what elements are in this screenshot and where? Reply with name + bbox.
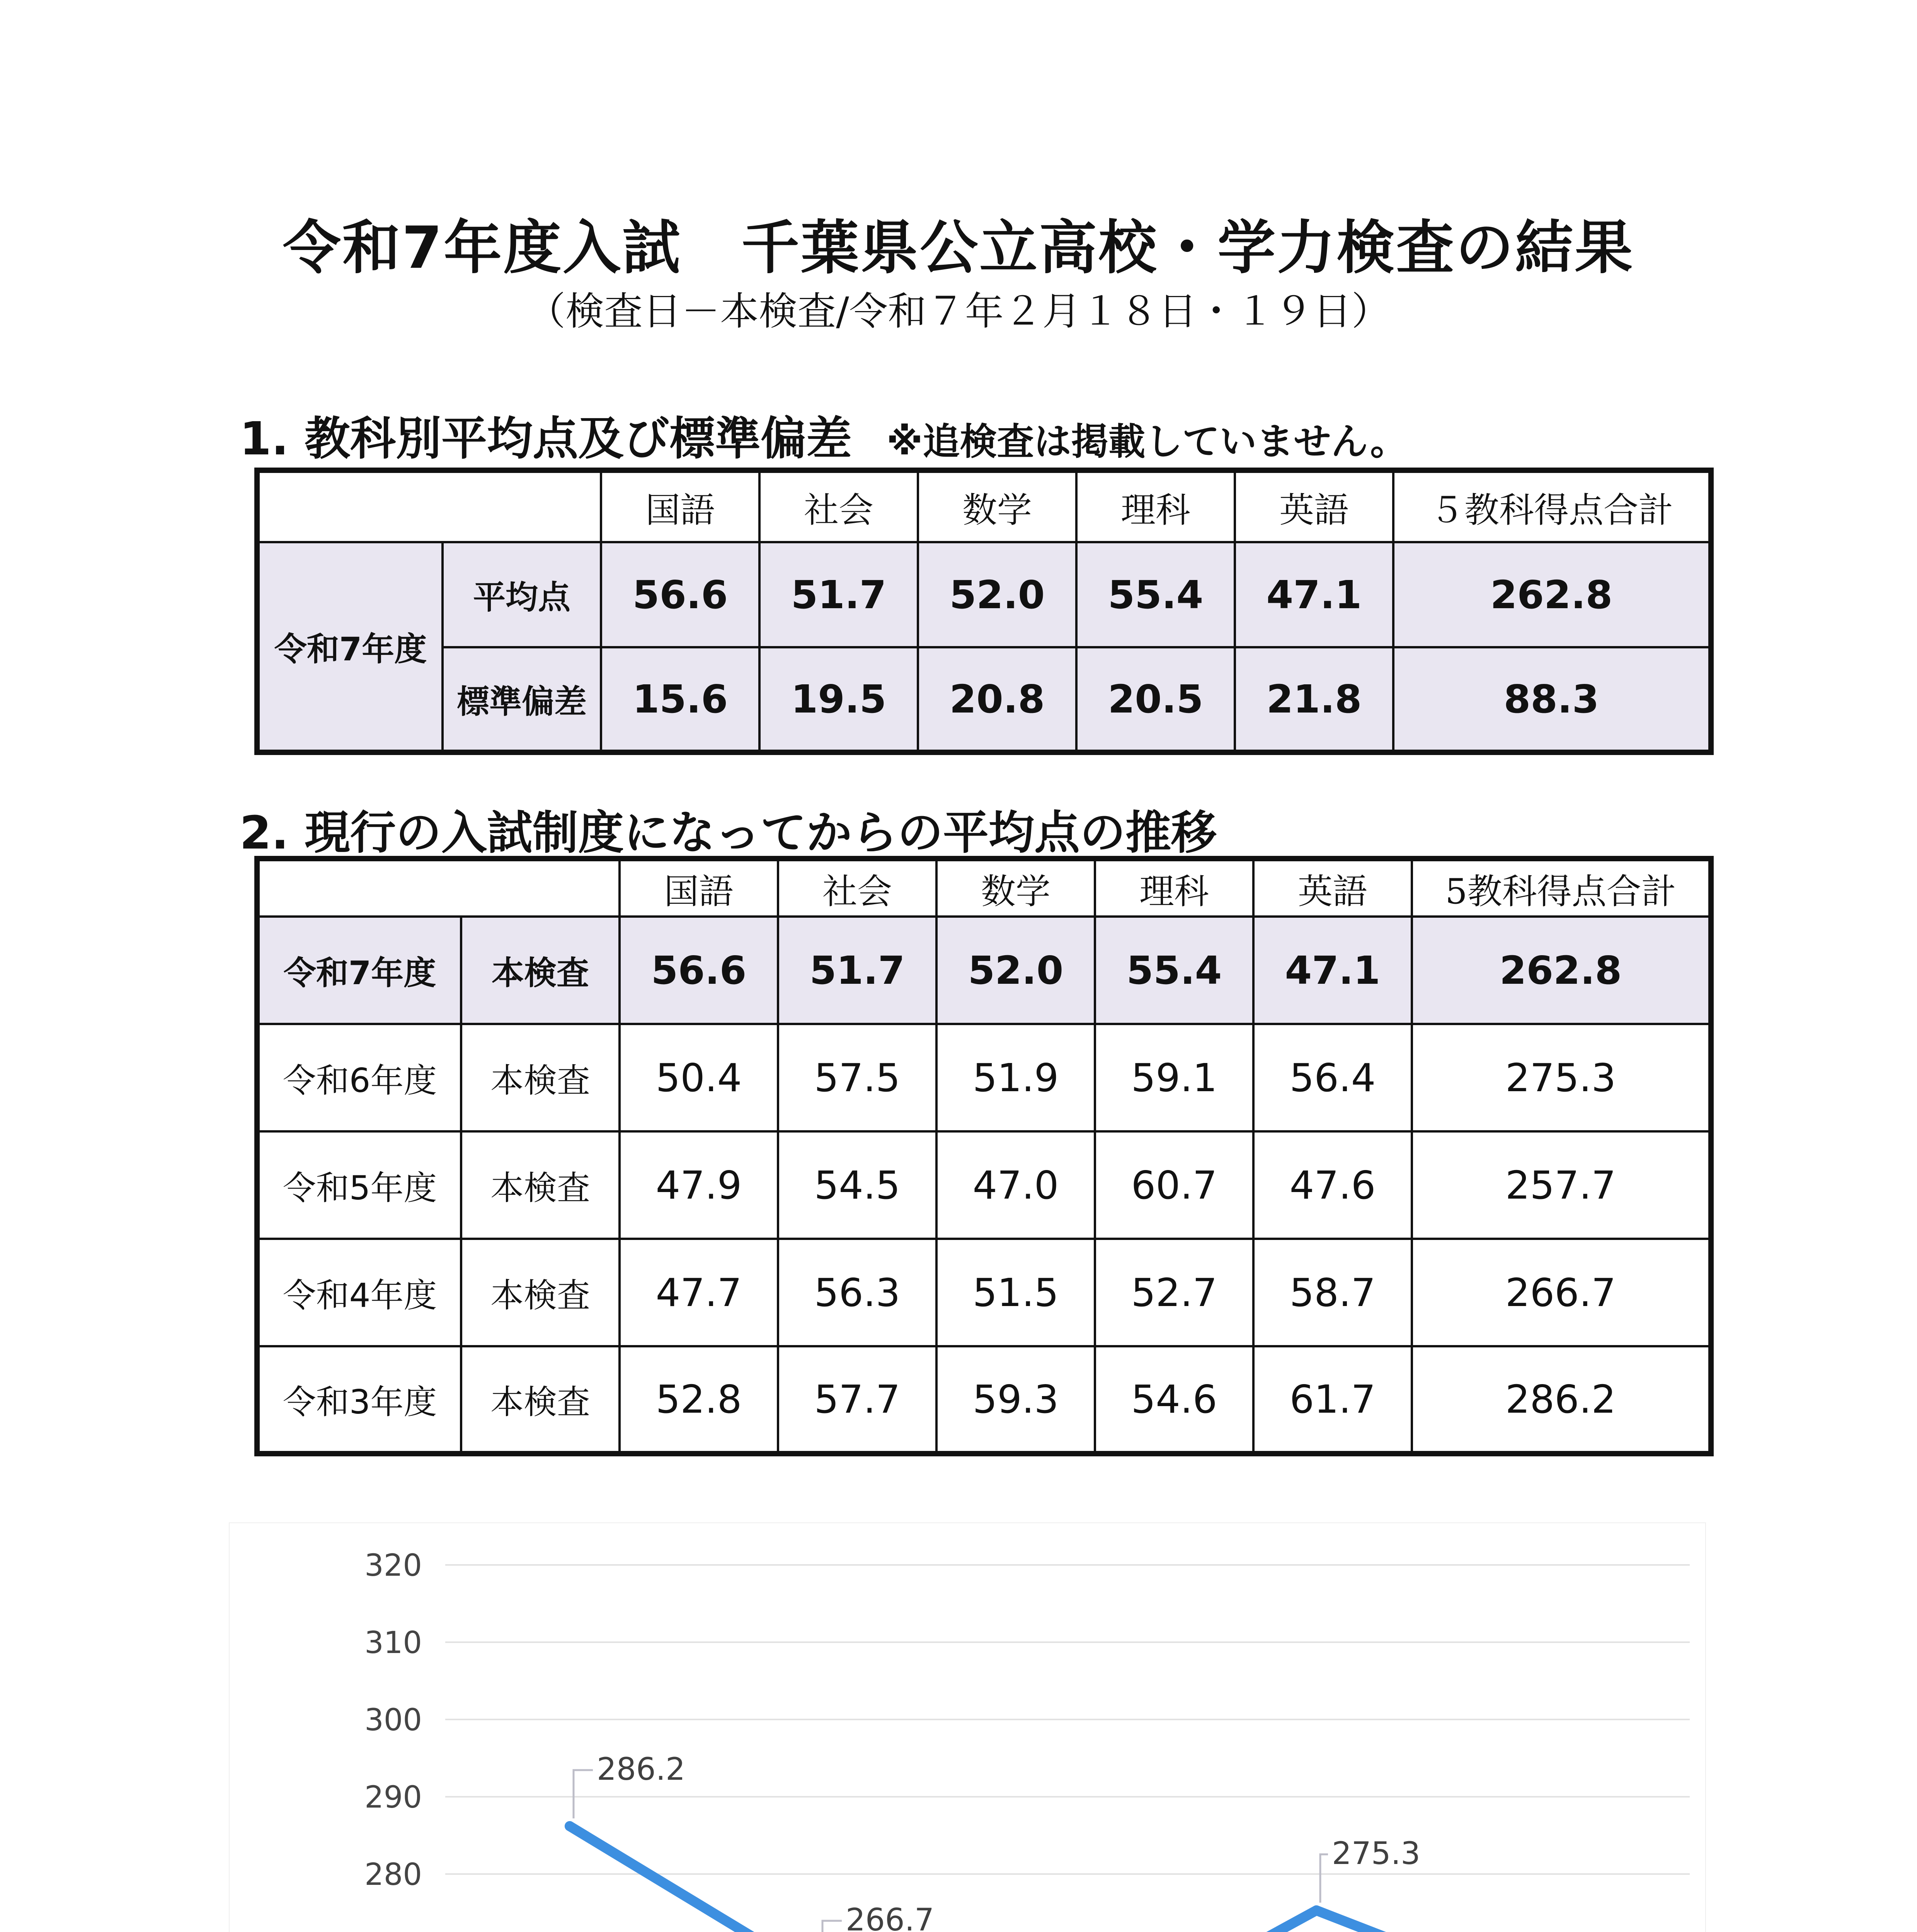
type-cell: 本検査 bbox=[461, 1131, 620, 1239]
value-cell: 47.0 bbox=[936, 1131, 1095, 1239]
data-label: 275.3 bbox=[1332, 1835, 1421, 1871]
average-stddev-table bbox=[254, 468, 1714, 755]
value-cell: 51.7 bbox=[778, 917, 936, 1024]
section1-title: 1. 教科別平均点及び標準偏差 bbox=[240, 412, 852, 465]
header-social: 社会 bbox=[778, 859, 936, 917]
header-english: 英語 bbox=[1253, 859, 1412, 917]
value-cell: 52.8 bbox=[620, 1346, 778, 1454]
total-cell: 262.8 bbox=[1412, 917, 1711, 1024]
type-cell: 本検査 bbox=[461, 1239, 620, 1346]
y-tick-label: 310 bbox=[364, 1626, 422, 1660]
value-cell: 56.6 bbox=[620, 917, 778, 1024]
y-tick-label: 280 bbox=[364, 1857, 422, 1892]
value-cell: 51.7 bbox=[759, 542, 918, 647]
page-title: 令和7年度入試 千葉県公立高校・学力検査の結果 bbox=[283, 214, 1634, 282]
header-math: 数学 bbox=[918, 470, 1076, 542]
value-cell: 54.6 bbox=[1095, 1346, 1253, 1454]
data-label: 266.7 bbox=[846, 1902, 935, 1932]
table-row bbox=[257, 647, 1711, 752]
value-cell: 47.1 bbox=[1253, 917, 1412, 1024]
value-cell: 56.4 bbox=[1253, 1024, 1412, 1131]
y-tick-label: 300 bbox=[364, 1703, 422, 1738]
value-cell: 59.3 bbox=[936, 1346, 1095, 1454]
year-cell: 令和5年度 bbox=[257, 1131, 461, 1239]
y-tick-label: 290 bbox=[364, 1780, 422, 1815]
table-header-row bbox=[257, 470, 1711, 542]
header-corner bbox=[257, 470, 601, 542]
table-header-row bbox=[257, 859, 1711, 917]
year-cell: 令和6年度 bbox=[257, 1024, 461, 1131]
row-label-average: 平均点 bbox=[443, 542, 601, 647]
value-cell: 56.6 bbox=[601, 542, 759, 647]
value-cell: 52.0 bbox=[918, 542, 1076, 647]
year-cell: 令和7年度 bbox=[257, 917, 461, 1024]
value-cell: 59.1 bbox=[1095, 1024, 1253, 1131]
page-subtitle: （検査日－本検査/令和７年２月１８日・１９日） bbox=[527, 289, 1390, 334]
table-row bbox=[257, 542, 1711, 647]
type-cell: 本検査 bbox=[461, 917, 620, 1024]
year-cell: 令和4年度 bbox=[257, 1239, 461, 1346]
value-cell: 47.7 bbox=[620, 1239, 778, 1346]
table-row bbox=[257, 1024, 1711, 1131]
table-row bbox=[257, 917, 1711, 1024]
value-cell: 51.9 bbox=[936, 1024, 1095, 1131]
value-cell: 51.5 bbox=[936, 1239, 1095, 1346]
header-japanese: 国語 bbox=[620, 859, 778, 917]
data-point bbox=[565, 1821, 575, 1831]
section1-note: ※追検査は掲載していません。 bbox=[887, 420, 1408, 463]
value-cell: 56.3 bbox=[778, 1239, 936, 1346]
row-label-stddev: 標準偏差 bbox=[443, 647, 601, 752]
value-cell: 47.6 bbox=[1253, 1131, 1412, 1239]
header-social: 社会 bbox=[759, 470, 918, 542]
header-math: 数学 bbox=[936, 859, 1095, 917]
type-cell: 本検査 bbox=[461, 1024, 620, 1131]
value-cell: 47.9 bbox=[620, 1131, 778, 1239]
value-cell: 47.1 bbox=[1235, 542, 1393, 647]
total-cell: 286.2 bbox=[1412, 1346, 1711, 1454]
total-cell: 262.8 bbox=[1393, 542, 1711, 647]
value-cell: 60.7 bbox=[1095, 1131, 1253, 1239]
value-cell: 61.7 bbox=[1253, 1346, 1412, 1454]
total-cell: 257.7 bbox=[1412, 1131, 1711, 1239]
section2-title: 2. 現行の入試制度になってからの平均点の推移 bbox=[240, 806, 1217, 859]
table-row bbox=[257, 1239, 1711, 1346]
value-cell: 15.6 bbox=[601, 647, 759, 752]
header-corner bbox=[257, 859, 620, 917]
data-label: 286.2 bbox=[597, 1751, 686, 1787]
value-cell: 58.7 bbox=[1253, 1239, 1412, 1346]
section2-heading bbox=[240, 796, 1217, 862]
value-cell: 55.4 bbox=[1095, 917, 1253, 1024]
total-cell: 88.3 bbox=[1393, 647, 1711, 752]
value-cell: 19.5 bbox=[759, 647, 918, 752]
header-total: ５教科得点合計 bbox=[1393, 470, 1711, 542]
value-cell: 55.4 bbox=[1076, 542, 1235, 647]
value-cell: 21.8 bbox=[1235, 647, 1393, 752]
data-point bbox=[1311, 1905, 1321, 1915]
header-japanese: 国語 bbox=[601, 470, 759, 542]
chart-frame bbox=[229, 1522, 1706, 1932]
value-cell: 20.5 bbox=[1076, 647, 1235, 752]
year-cell: 令和7年度 bbox=[257, 542, 443, 752]
value-cell: 54.5 bbox=[778, 1131, 936, 1239]
section1-heading bbox=[240, 402, 1407, 468]
value-cell: 50.4 bbox=[620, 1024, 778, 1131]
header-english: 英語 bbox=[1235, 470, 1393, 542]
y-tick-label: 320 bbox=[364, 1548, 422, 1583]
value-cell: 57.7 bbox=[778, 1346, 936, 1454]
value-cell: 57.5 bbox=[778, 1024, 936, 1131]
year-cell: 令和3年度 bbox=[257, 1346, 461, 1454]
header-science: 理科 bbox=[1076, 470, 1235, 542]
value-cell: 20.8 bbox=[918, 647, 1076, 752]
header-total: 5教科得点合計 bbox=[1412, 859, 1711, 917]
header-science: 理科 bbox=[1095, 859, 1253, 917]
table-row bbox=[257, 1131, 1711, 1239]
value-cell: 52.0 bbox=[936, 917, 1095, 1024]
value-cell: 52.7 bbox=[1095, 1239, 1253, 1346]
table-row bbox=[257, 1346, 1711, 1454]
type-cell: 本検査 bbox=[461, 1346, 620, 1454]
line-chart bbox=[229, 1522, 1706, 1932]
total-cell: 275.3 bbox=[1412, 1024, 1711, 1131]
history-table bbox=[254, 856, 1714, 1456]
total-cell: 266.7 bbox=[1412, 1239, 1711, 1346]
